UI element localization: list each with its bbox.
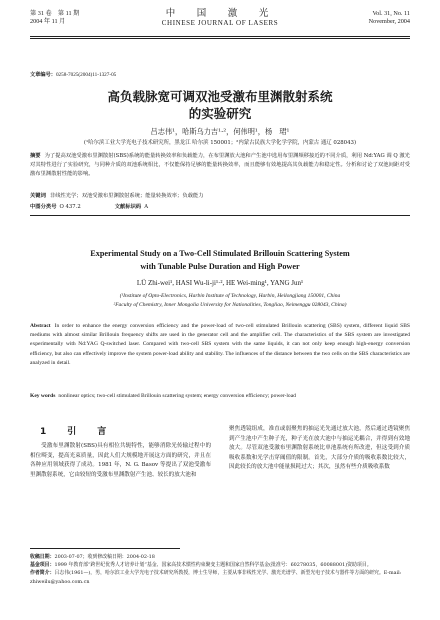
title-cn-line2: 的实验研究 — [188, 106, 252, 121]
affiliation-en — [60, 292, 400, 309]
fund-value: 1999 年教育部“跨世纪优秀人才培养计划”基金、国家高技术惯性约束聚变主题和国家自然科学基金(批准号：60278035，60088001)资助项目。 — [54, 562, 372, 569]
header-volume-en: Vol. 31, No. 11 — [372, 10, 410, 17]
clc-label: 中图分类号 — [30, 204, 57, 210]
title-en-line2: with Tunable Pulse Duration and High Power — [140, 262, 300, 271]
header-date-cn: 2004 年 11 月 — [30, 18, 66, 25]
title-cn-line1: 高负载脉宽可调双池受激布里渊散射系统 — [107, 89, 333, 104]
footnote-received — [30, 553, 410, 561]
body-column-right: 聚焦透镜组成，准直或弱聚焦的抽运光先通过放大池，然后通过透镜聚焦到产生池中产生种子光，种子光在放大池中与抽运光耦合，并得到有效地放大。尽管双池受激布里渊散射系统比单池系统有所改进，但这受到介质吸收系数和光学击穿阈值的限制。首先，大部分介质的吸收系数比较大，因此较长的放大池中能量损耗过大；其次，虽然有些介质吸收系数 — [229, 426, 410, 471]
keywords-en-text: nonlinear optics; two-cell stimulated Brillouin scattering system; energy conversion efficiency; power-load — [58, 393, 296, 399]
journal-name-cn: 中 国 激 光 — [165, 8, 275, 19]
classification-cn — [30, 202, 410, 210]
header-rule-top — [30, 36, 410, 37]
footnote-fund — [30, 561, 410, 569]
doc-code-label: 文献标识码 — [114, 204, 142, 210]
authors-cn: 吕志伟¹，哈斯乌力吉¹·²，何伟明¹，杨 珺¹ — [150, 127, 290, 136]
header-right — [369, 10, 410, 26]
keywords-cn-label: 关键词 — [30, 193, 46, 199]
footnotes — [30, 553, 410, 586]
header-volume: 第 31 卷 第 11 期 — [30, 10, 80, 17]
title-cn — [30, 88, 410, 122]
article-number — [30, 71, 116, 78]
bio-label: 作者简介： — [30, 570, 55, 577]
received-value: 2003-07-07；收到修改稿日期：2004-02-18 — [54, 554, 155, 560]
article-number-label: 文章编号： — [30, 72, 56, 78]
clc-value: O 437.2 — [59, 204, 81, 210]
abstract-en — [30, 322, 410, 368]
header-rule-bottom — [30, 38, 410, 39]
affiliation-cn: (¹哈尔滨工业大学光电子技术研究所，黑龙江 哈尔滨 150001；²内蒙古民族大学化学学院，内蒙古 通辽 028043) — [83, 140, 357, 146]
bio-value: 吕志伟(1961—)，男，哈尔滨工业大学光电子技术研究所教授，博士生导师，主要从事非线性光学、激光光谱学、新型光电子技术与器件等方面的研究。E-mail: zhiweilu@yahoo.com.cn — [30, 570, 402, 585]
section-heading-introduction: 1 引 言 — [40, 427, 113, 437]
affiliation-en-line2: ²Faculty of Chemistry, Inner Mongolia University for Nationalities, Tongliao, Neimenggu 028043, China) — [113, 301, 347, 308]
doc-code-value: A — [144, 204, 149, 210]
abstract-cn-text: 为了提高双池受激布里渊散射(SBS)系统的能量转换效率和负载能力，在布里渊放大池和产生池中选用布里渊频移接近的不同介质，利用 Nd:YAG 调 Q 激光对其特性进行了实验研究，与同种介质的双池系统相比，不仅能保持足够的能量转换效率，而且能够有效地提高其负载能力和稳定性。分析和讨论了双池间距对受激布里渊散射性能的影响。 — [30, 153, 410, 178]
footnote-rule — [30, 548, 180, 549]
keywords-cn — [30, 191, 410, 199]
journal-name-en: CHINESE JOURNAL OF LASERS — [161, 19, 279, 27]
authors-en: LÜ Zhi-wei¹, HASI Wu-li-ji¹·², HE Wei-ming¹, YANG Jun¹ — [136, 279, 304, 287]
abstract-en-text: In order to enhance the energy conversion efficiency and the power-load of two-cell stimulated Brillouin scattering (SBS) system, different liquid SBS mediums with almost similar Brillouin frequency shifts are used in the generator cell and the amplifier cell. The characteristics of the SBS system are investigated experimentally with Nd:YAG Q-switched laser. Compared with two-cell SBS system with the same liquids, it can not only keep enough high-energy conversion efficiency, but also can effectively improve the system power-load ability and stability. The influences of the distance between the two cells on the SBS characteristics are analyzed in detail. — [30, 323, 410, 366]
footnote-bio — [30, 569, 410, 585]
header-center — [30, 8, 410, 28]
affiliation-en-line1: (¹Institute of Opto-Electronics, Harbin Institute of Technology, Harbin, Heilongjiang 150001, China — [119, 293, 341, 299]
received-label: 收稿日期： — [30, 554, 55, 560]
body-column-left — [30, 442, 211, 480]
keywords-en-label: Key words — [30, 393, 56, 399]
abstract-cn-label: 摘要 — [30, 153, 41, 159]
abstract-en-label: Abstract — [30, 323, 51, 329]
fund-label: 基金项目： — [30, 562, 55, 569]
keywords-cn-text: 非线性光学；双池受激布里渊散射系统；能量转换效率；负载能力 — [49, 193, 204, 199]
title-en — [30, 247, 410, 273]
article-number-value: 0258-7025(2004)11-1327-05 — [55, 72, 117, 78]
abstract-cn — [30, 152, 410, 180]
abstract-separator-rule — [30, 215, 410, 216]
keywords-en — [30, 392, 410, 401]
title-en-line1: Experimental Study on a Two-Cell Stimulated Brillouin Scattering System — [90, 249, 350, 258]
body-left-text: 受激布里渊散射(SBS)具有相位共轭特性，能够消除光传输过程中的相位畸变，提高光束质量，因此人们大规模地开展这方面的研究，并且在各种应用领域获得了成功。1981 年，N. G. Basov 等提出了双池受激布里渊散射系统，它由较短的受激布里渊散射产生池、较长的放大池和 — [30, 443, 211, 478]
header-date-en: November, 2004 — [368, 18, 410, 25]
running-header — [30, 8, 410, 34]
